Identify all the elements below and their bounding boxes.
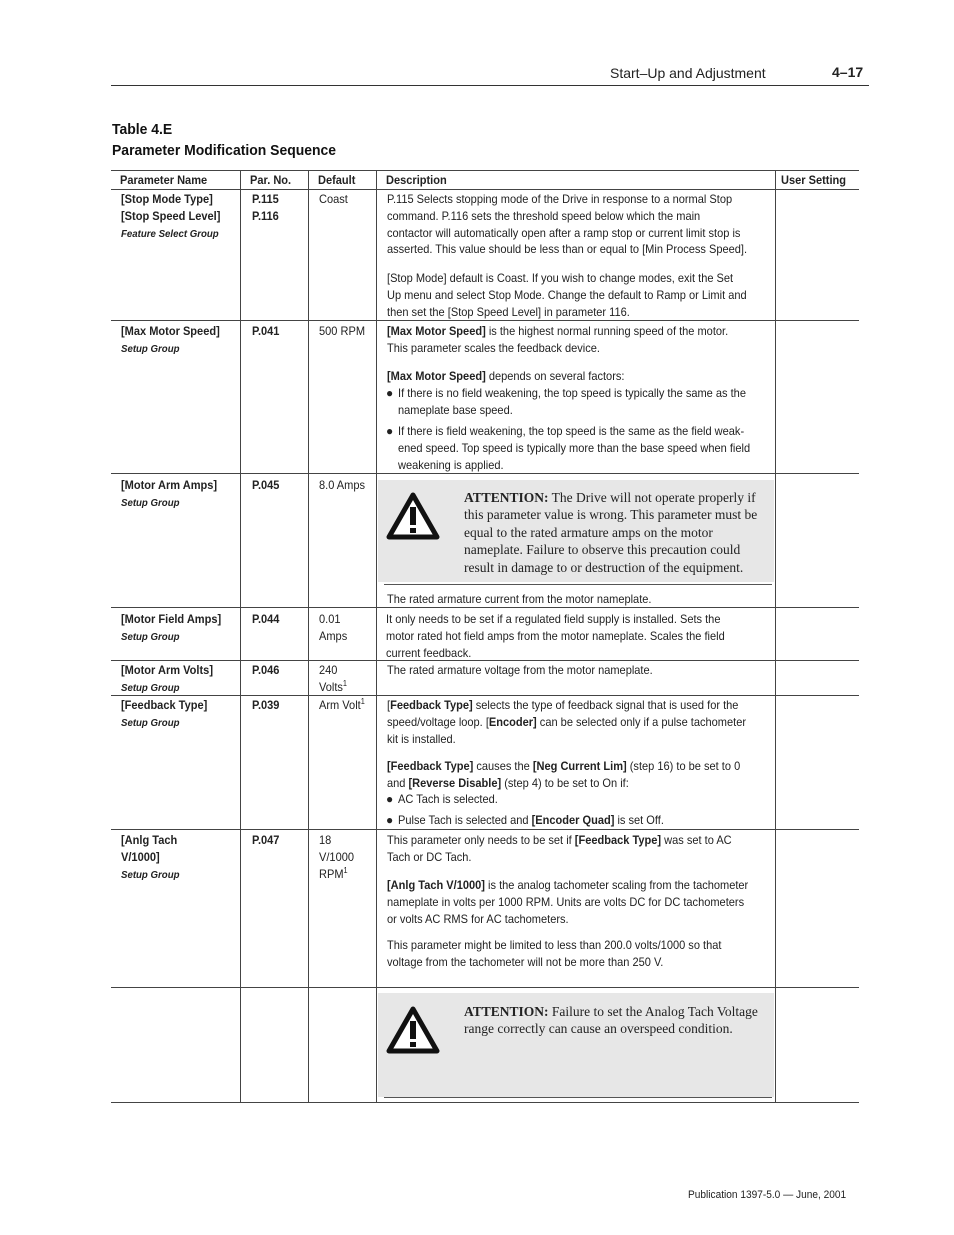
page-number: 4–17	[832, 64, 864, 80]
param-description: [Anlg Tach V/1000] is the analog tachometer scaling from the tachometer nameplate in volts per 1000 RPM. Units are volts DC for DC tachometers or volts AC RMS for AC tachometers.	[387, 878, 749, 926]
footnote-marker: 1	[343, 865, 348, 875]
param-name: [Anlg Tach V/1000]	[121, 833, 178, 864]
bullet-text: Pulse Tach is selected and [Encoder Quad] is set Off.	[398, 813, 664, 827]
table-title: Parameter Modification Sequence	[112, 142, 337, 159]
param-name: [Motor Field Amps]	[121, 612, 222, 626]
param-group: Feature Select Group	[121, 228, 219, 240]
param-number: P.044	[252, 612, 280, 626]
param-number: P.116	[252, 209, 279, 223]
warning-triangle-icon	[386, 1006, 440, 1054]
param-group: Setup Group	[121, 682, 180, 694]
bullet-text: If there is field weakening, the top speed is the same as the field weak- ened speed. Top speed is typically more than the base speed when field weakening is applied.	[398, 424, 751, 472]
column-header-default: Default	[318, 173, 356, 187]
column-header-parameter-name: Parameter Name	[120, 173, 208, 187]
attention-text: ATTENTION: Failure to set the Analog Tach Voltage range correctly can cause an overspeed condition.	[464, 1004, 758, 1037]
header-bottom-rule	[111, 189, 859, 190]
param-description: The rated armature voltage from the motor nameplate.	[387, 663, 653, 677]
param-name: [Stop Mode Type]	[121, 192, 213, 206]
param-default: 0.01 Amps	[319, 612, 348, 643]
param-default: 18 V/1000 RPM$^1$	[319, 833, 355, 881]
param-name: [Motor Arm Amps]	[121, 478, 218, 492]
row-divider	[111, 829, 859, 830]
bullet-text: If there is no field weakening, the top speed is typically the same as the nameplate base speed.	[398, 386, 746, 417]
param-number: P.041	[252, 324, 280, 338]
param-group: Setup Group	[121, 343, 180, 355]
param-description: This parameter only needs to be set if [Feedback Type] was set to AC Tach or DC Tach.	[387, 833, 732, 864]
param-description: [Max Motor Speed] is the highest normal running speed of the motor. This parameter scales the feedback device.	[387, 324, 729, 355]
param-description: P.115 Selects stopping mode of the Drive in response to a normal Stop command. P.116 sets the threshold speed below which the main contactor will automatically open after a ramp stop or current limit stop is asserted. This value should be less than or equal to [Min Process Speed].	[387, 192, 748, 257]
param-name: [Stop Speed Level]	[121, 209, 221, 223]
running-header-title: Start–Up and Adjustment	[610, 65, 766, 81]
column-header-user-setting: User Setting	[781, 173, 847, 187]
publication-footer: Publication 1397-5.0 — June, 2001	[688, 1189, 847, 1201]
param-group: Setup Group	[121, 717, 180, 729]
param-group: Setup Group	[121, 497, 180, 509]
table-number: Table 4.E	[112, 121, 173, 138]
bullet-icon: ●	[386, 813, 394, 827]
table-bottom-rule	[111, 1102, 859, 1103]
param-description: The rated armature current from the motor nameplate.	[387, 592, 652, 606]
param-description: [Max Motor Speed] depends on several factors:	[387, 369, 625, 383]
column-header-par-no: Par. No.	[250, 173, 292, 187]
warning-triangle-icon	[386, 492, 440, 540]
row-divider	[111, 695, 859, 696]
param-number: P.039	[252, 698, 280, 712]
attention-rule	[384, 1097, 772, 1098]
bullet-icon: ●	[386, 424, 394, 438]
footnote-marker: 1	[360, 697, 365, 706]
bullet-icon: ●	[386, 386, 394, 400]
param-default: 500 RPM	[319, 324, 366, 338]
bullet-icon: ●	[386, 792, 394, 806]
param-number: P.115	[252, 192, 279, 206]
param-number: P.046	[252, 663, 280, 677]
param-description: This parameter might be limited to less than 200.0 volts/1000 so that voltage from the tachometer will not be more than 250 V.	[387, 938, 722, 969]
param-default: 8.0 Amps	[319, 478, 366, 492]
param-group: Setup Group	[121, 869, 180, 881]
param-description: [Stop Mode] default is Coast. If you wish to change modes, exit the Set Up menu and select Stop Mode. Change the default to Ramp or Limit and then set the [Stop Speed Level] in parameter 116.	[387, 271, 747, 319]
param-group: Setup Group	[121, 631, 180, 643]
column-divider	[308, 170, 309, 1103]
attention-text: ATTENTION: The Drive will not operate properly if this parameter value is wrong. This parameter must be equal to the rated armature amps on the motor nameplate. Failure to observe this precaution could result in damage to or destruction of the equipment.	[464, 490, 758, 575]
param-default: Coast	[319, 192, 348, 206]
param-description: [Feedback Type] selects the type of feedback signal that is used for the speed/voltage loop. [Encoder] can be selected only if a pulse tachometer kit is installed.	[387, 698, 747, 746]
param-default: Arm Volt$^1$	[319, 697, 365, 712]
param-description: [Feedback Type] causes the [Neg Current Lim] (step 16) to be set to 0 and [Reverse Disable] (step 4) to be set to On if:	[387, 759, 741, 790]
param-number: P.047	[252, 833, 280, 847]
bullet-text: AC Tach is selected.	[398, 792, 498, 806]
column-divider	[775, 170, 776, 1103]
column-divider	[240, 170, 241, 1103]
param-name: [Max Motor Speed]	[121, 324, 220, 338]
param-default: 240 Volts$^1$	[319, 663, 348, 694]
column-header-description: Description	[386, 173, 447, 187]
param-name: [Motor Arm Volts]	[121, 663, 213, 677]
column-divider	[376, 170, 377, 1103]
attention-rule	[384, 584, 772, 585]
header-rule	[111, 85, 869, 86]
param-number: P.045	[252, 478, 280, 492]
param-description: It only needs to be set if a regulated field supply is installed. Sets the motor rated hot field amps from the motor nameplate. Scales the field current feedback.	[386, 612, 725, 660]
param-name: [Feedback Type]	[121, 698, 208, 712]
row-divider	[111, 987, 859, 988]
footnote-marker: 1	[342, 678, 348, 688]
table-top-rule	[111, 170, 859, 171]
